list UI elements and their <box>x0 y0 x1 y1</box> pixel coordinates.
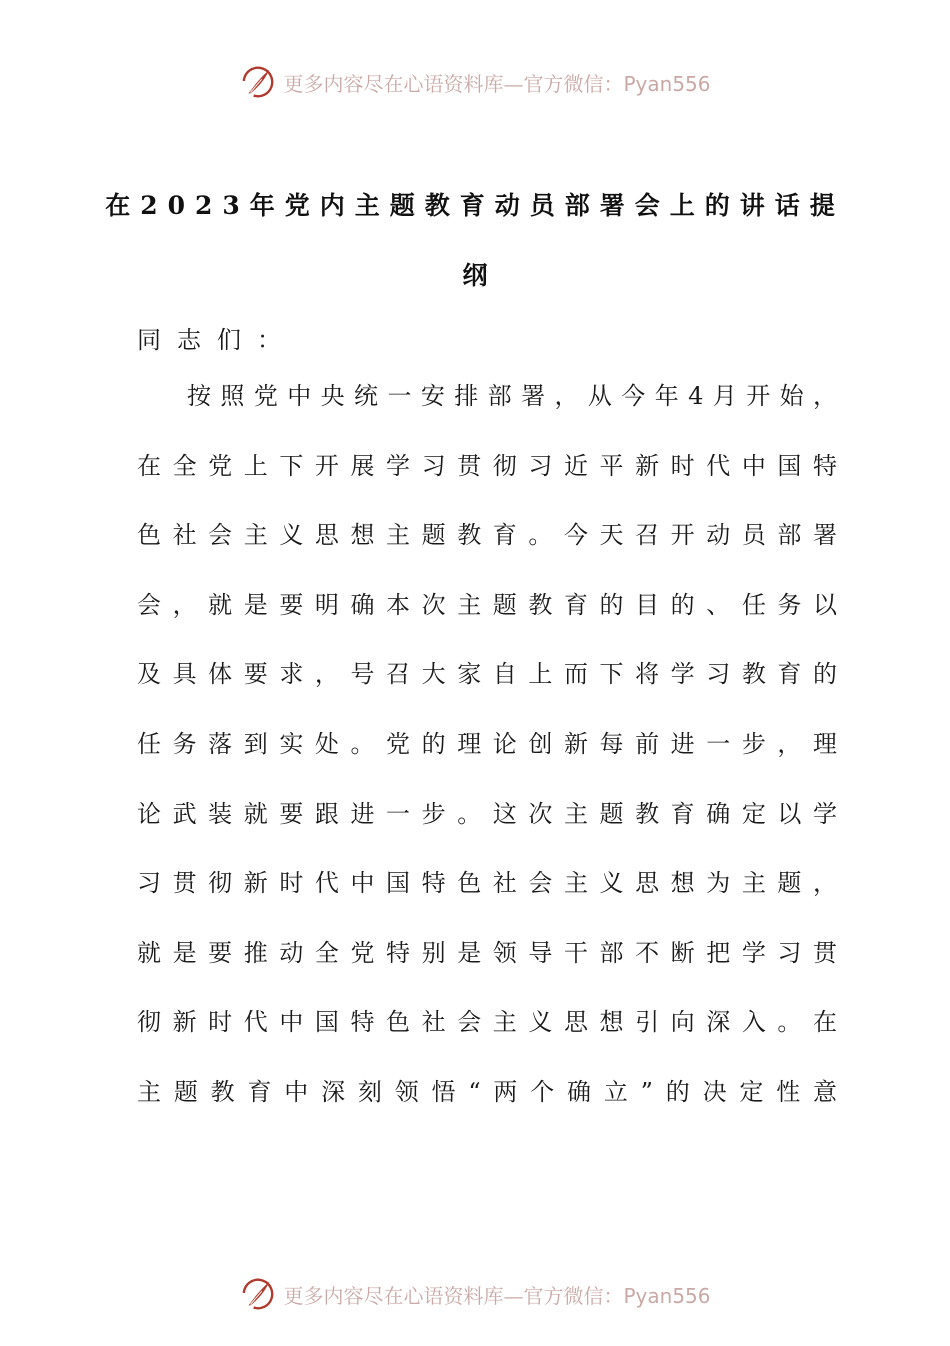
watermark-text: 更多内容尽在心语资料库—官方微信：Pyan556 <box>283 1283 711 1308</box>
speech-body <box>137 374 837 1140</box>
quill-pen-icon <box>239 63 277 101</box>
body-line: 色 社 会 主 义 思 想 主 题 教 育 。 今 天 召 开 动 员 部 署 <box>137 521 837 550</box>
body-line: 任 务 落 到 实 处 。 党 的 理 论 创 新 每 前 进 一 步 ， 理 <box>137 729 837 758</box>
body-line: 彻 新 时 代 中 国 特 色 社 会 主 义 思 想 引 向 深 入 。 在 <box>137 1008 837 1037</box>
body-line: 在 全 党 上 下 开 展 学 习 贯 彻 习 近 平 新 时 代 中 国 特 <box>137 451 837 480</box>
document-title-line-1: 在2023年党内主题教育动员部署会上的讲话提 <box>105 191 845 220</box>
body-line: 习 贯 彻 新 时 代 中 国 特 色 社 会 主 义 思 想 为 主 题 ， <box>137 869 837 898</box>
document-title-line-2: 纲 <box>462 261 488 290</box>
footer-watermark <box>0 1272 950 1316</box>
body-line: 论 武 装 就 要 跟 进 一 步 。 这 次 主 题 教 育 确 定 以 学 <box>137 799 837 828</box>
body-line: 及 具 体 要 求 ， 号 召 大 家 自 上 而 下 将 学 习 教 育 的 <box>137 660 837 689</box>
quill-pen-icon <box>239 1275 277 1313</box>
header-watermark <box>0 60 950 104</box>
body-line: 按 照 党 中 央 统 一 安 排 部 署 ， 从 今 年 4 月 开 始 ， <box>187 382 837 410</box>
salutation: 同志们： <box>137 326 297 354</box>
body-line: 就 是 要 推 动 全 党 特 别 是 领 导 干 部 不 断 把 学 习 贯 <box>137 938 837 967</box>
watermark-text: 更多内容尽在心语资料库—官方微信：Pyan556 <box>283 71 711 96</box>
body-line: 会 ， 就 是 要 明 确 本 次 主 题 教 育 的 目 的 、 任 务 以 <box>137 590 837 619</box>
body-line: 主 题 教 育 中 深 刻 领 悟 “ 两 个 确 立 ” 的 决 定 性 意 <box>137 1077 837 1106</box>
